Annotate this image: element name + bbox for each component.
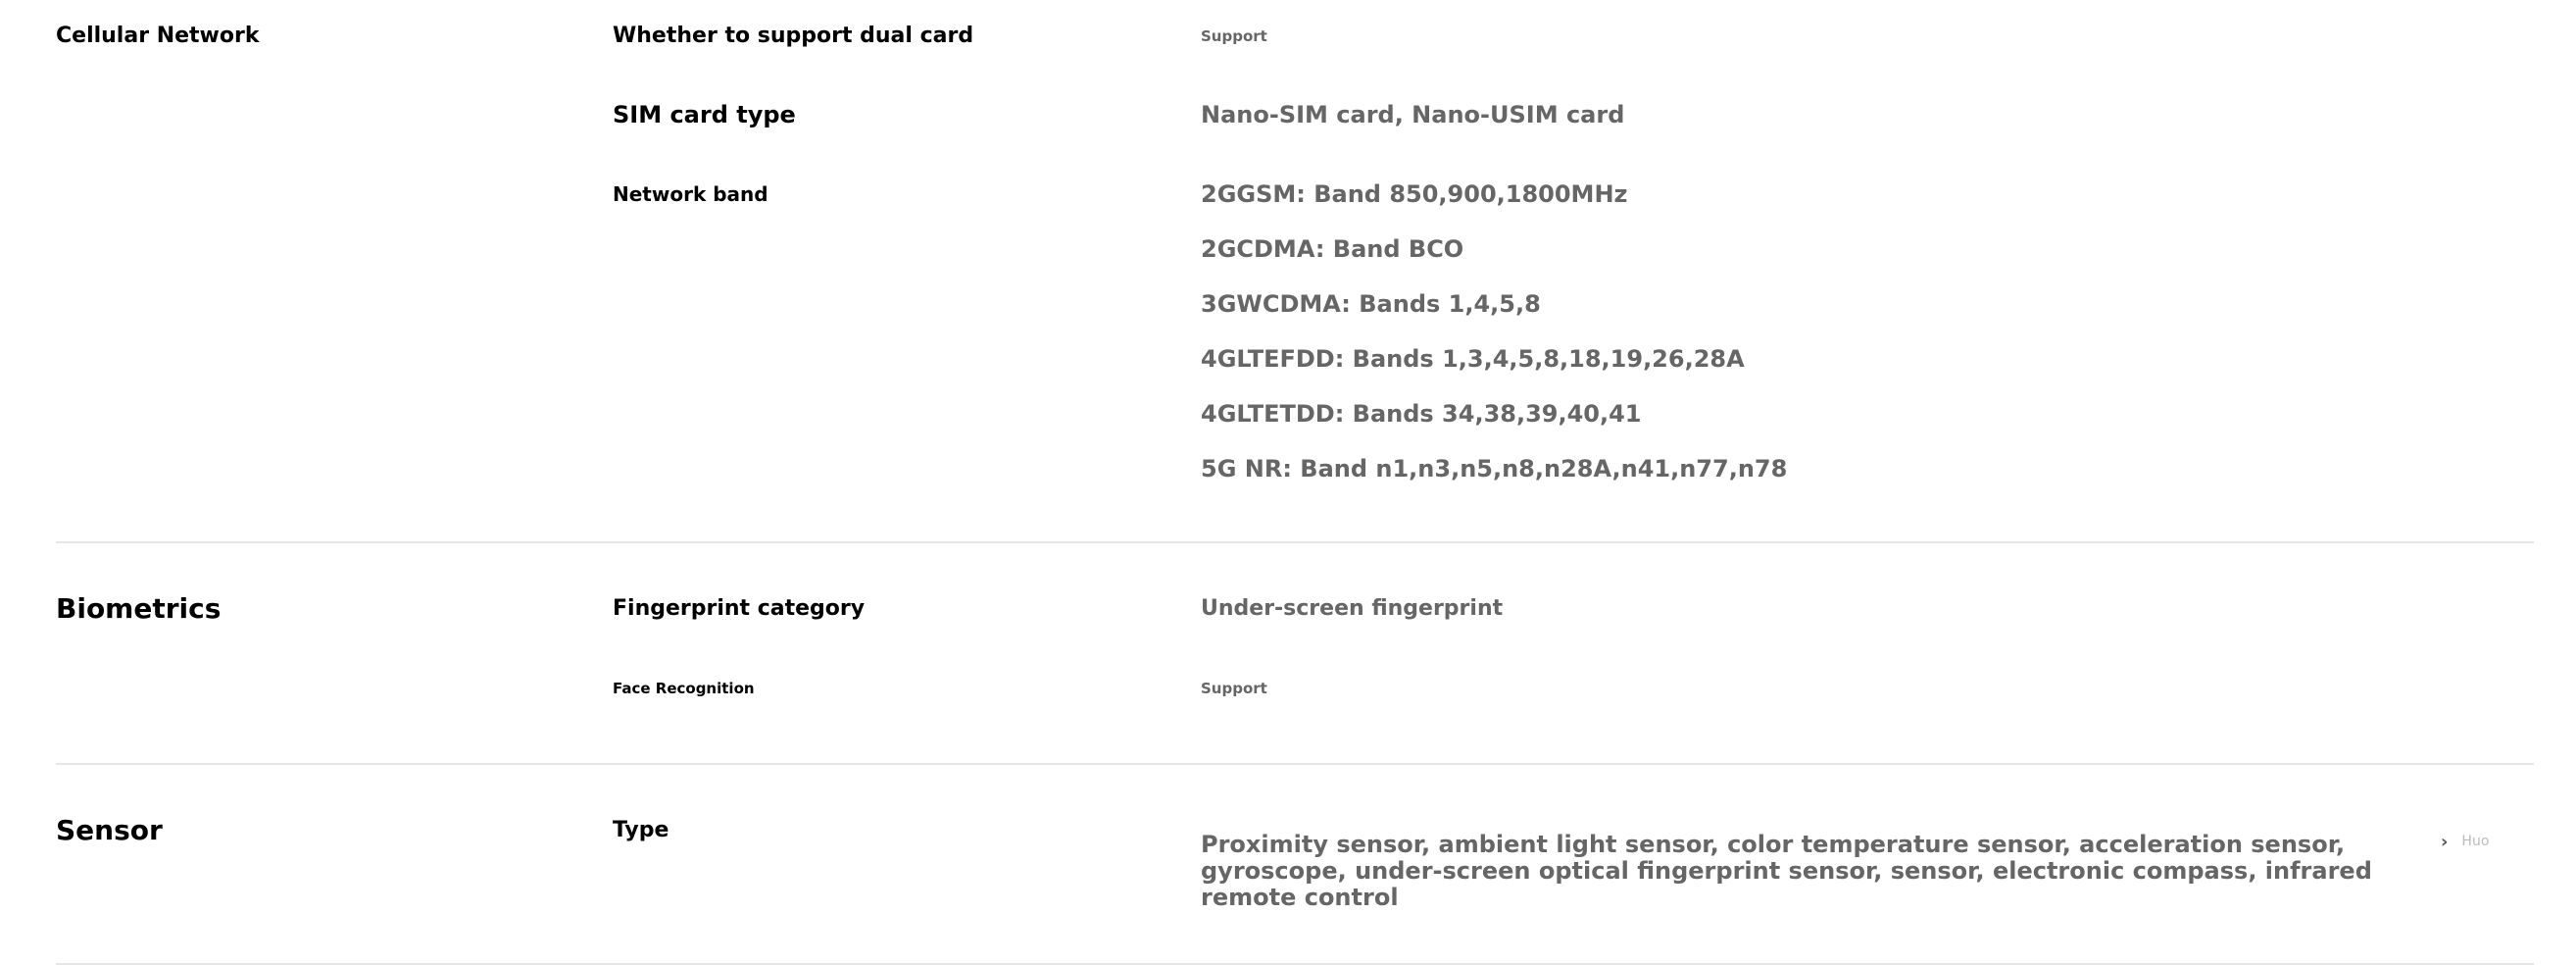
- row-value: Support: [1201, 680, 1267, 697]
- band-item: 2GCDMA: Band BCO: [1201, 235, 1464, 263]
- row-value: Support: [1201, 27, 1267, 45]
- row-label: SIM card type: [613, 101, 796, 128]
- side-tab[interactable]: [2441, 822, 2515, 861]
- band-item: 4GLTEFDD: Bands 1,3,4,5,8,18,19,26,28A: [1201, 345, 1745, 373]
- row-label: Network band: [613, 182, 768, 206]
- chevron-right-icon[interactable]: ›: [2441, 831, 2449, 852]
- section-title-biometrics: Biometrics: [56, 592, 222, 625]
- section-biometrics: [56, 541, 2534, 765]
- row-value: Nano-SIM card, Nano-USIM card: [1201, 101, 1625, 128]
- band-item: 3GWCDMA: Bands 1,4,5,8: [1201, 290, 1541, 318]
- section-title-cellular: Cellular Network: [56, 24, 260, 48]
- side-tab-label: Huo: [2461, 834, 2490, 849]
- row-label: Face Recognition: [613, 680, 755, 697]
- band-item: 4GLTETDD: Bands 34,38,39,40,41: [1201, 400, 1642, 428]
- row-value: Proximity sensor, ambient light sensor, color temperature sensor, acceleration sensor, gyroscope, under-screen optical fingerprint sensor, sensor, electronic compass, infrared remote control: [1201, 831, 2372, 911]
- section-title-sensor: Sensor: [56, 814, 163, 846]
- section-sensor: [56, 763, 2534, 965]
- row-label: Whether to support dual card: [613, 24, 974, 48]
- band-item: 2GGSM: Band 850,900,1800MHz: [1201, 180, 1628, 208]
- section-cellular-network: [56, 0, 2534, 543]
- band-item: 5G NR: Band n1,n3,n5,n8,n28A,n41,n77,n78: [1201, 455, 1788, 482]
- row-value: Under-screen fingerprint: [1201, 596, 1504, 621]
- row-label: Type: [613, 818, 669, 842]
- row-label: Fingerprint category: [613, 596, 866, 621]
